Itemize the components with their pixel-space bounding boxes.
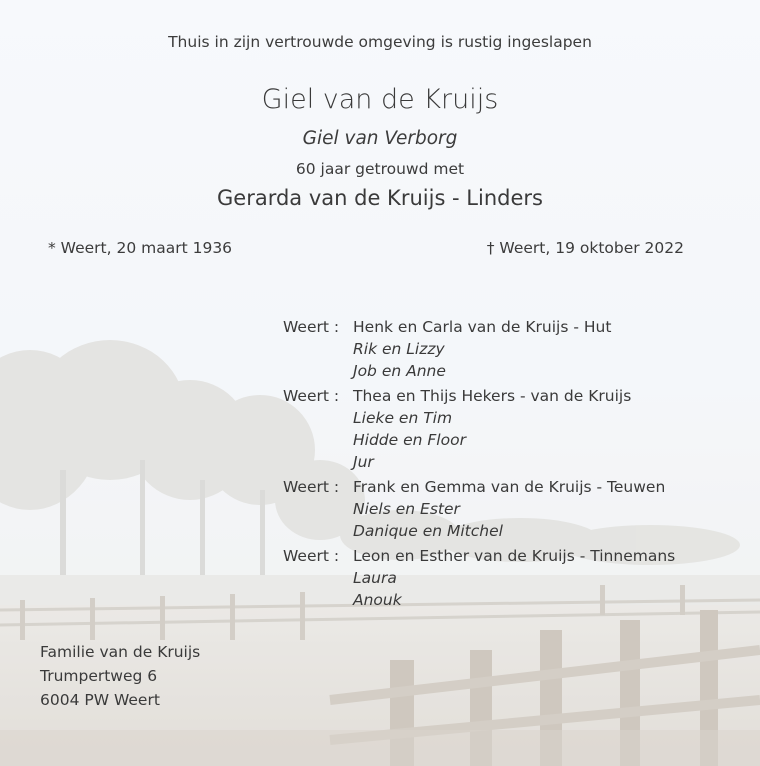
family-couple: Thea en Thijs Hekers - van de Kruijs bbox=[353, 387, 632, 405]
family-place: Weert : bbox=[283, 387, 340, 405]
family-place: Weert : bbox=[283, 547, 340, 565]
family-group bbox=[283, 476, 753, 542]
correspondence-address bbox=[40, 640, 200, 712]
family-couple: Leon en Esther van de Kruijs - Tinnemans bbox=[353, 547, 676, 565]
family-group bbox=[283, 545, 753, 611]
family-child: Job en Anne bbox=[353, 362, 446, 380]
family-group bbox=[283, 316, 753, 382]
family-child: Rik en Lizzy bbox=[353, 340, 445, 358]
deceased-nickname: Giel van Verborg bbox=[302, 128, 458, 149]
married-text: 60 jaar getrouwd met bbox=[295, 160, 465, 178]
death-date: † Weert, 19 oktober 2022 bbox=[486, 239, 684, 257]
address-line: 6004 PW Weert bbox=[40, 691, 160, 709]
family-child: Niels en Ester bbox=[353, 500, 460, 518]
family-child: Jur bbox=[353, 453, 374, 471]
address-line: Trumpertweg 6 bbox=[40, 667, 158, 685]
spouse-name: Gerarda van de Kruijs - Linders bbox=[217, 186, 543, 210]
family-couple: Henk en Carla van de Kruijs - Hut bbox=[353, 318, 612, 336]
intro-text: Thuis in zijn vertrouwde omgeving is rustig ingeslapen bbox=[168, 33, 592, 51]
address-line: Familie van de Kruijs bbox=[40, 643, 201, 661]
family-group bbox=[283, 385, 753, 473]
family-child: Laura bbox=[353, 569, 397, 587]
deceased-name: Giel van de Kruijs bbox=[261, 84, 499, 115]
family-child: Anouk bbox=[353, 591, 402, 609]
family-place: Weert : bbox=[283, 478, 340, 496]
family-couple: Frank en Gemma van de Kruijs - Teuwen bbox=[353, 478, 666, 496]
family-child: Danique en Mitchel bbox=[353, 522, 503, 540]
family-place: Weert : bbox=[283, 318, 340, 336]
family-list bbox=[283, 316, 753, 614]
birth-date: * Weert, 20 maart 1936 bbox=[48, 239, 233, 257]
family-child: Hidde en Floor bbox=[353, 431, 466, 449]
family-child: Lieke en Tim bbox=[353, 409, 453, 427]
